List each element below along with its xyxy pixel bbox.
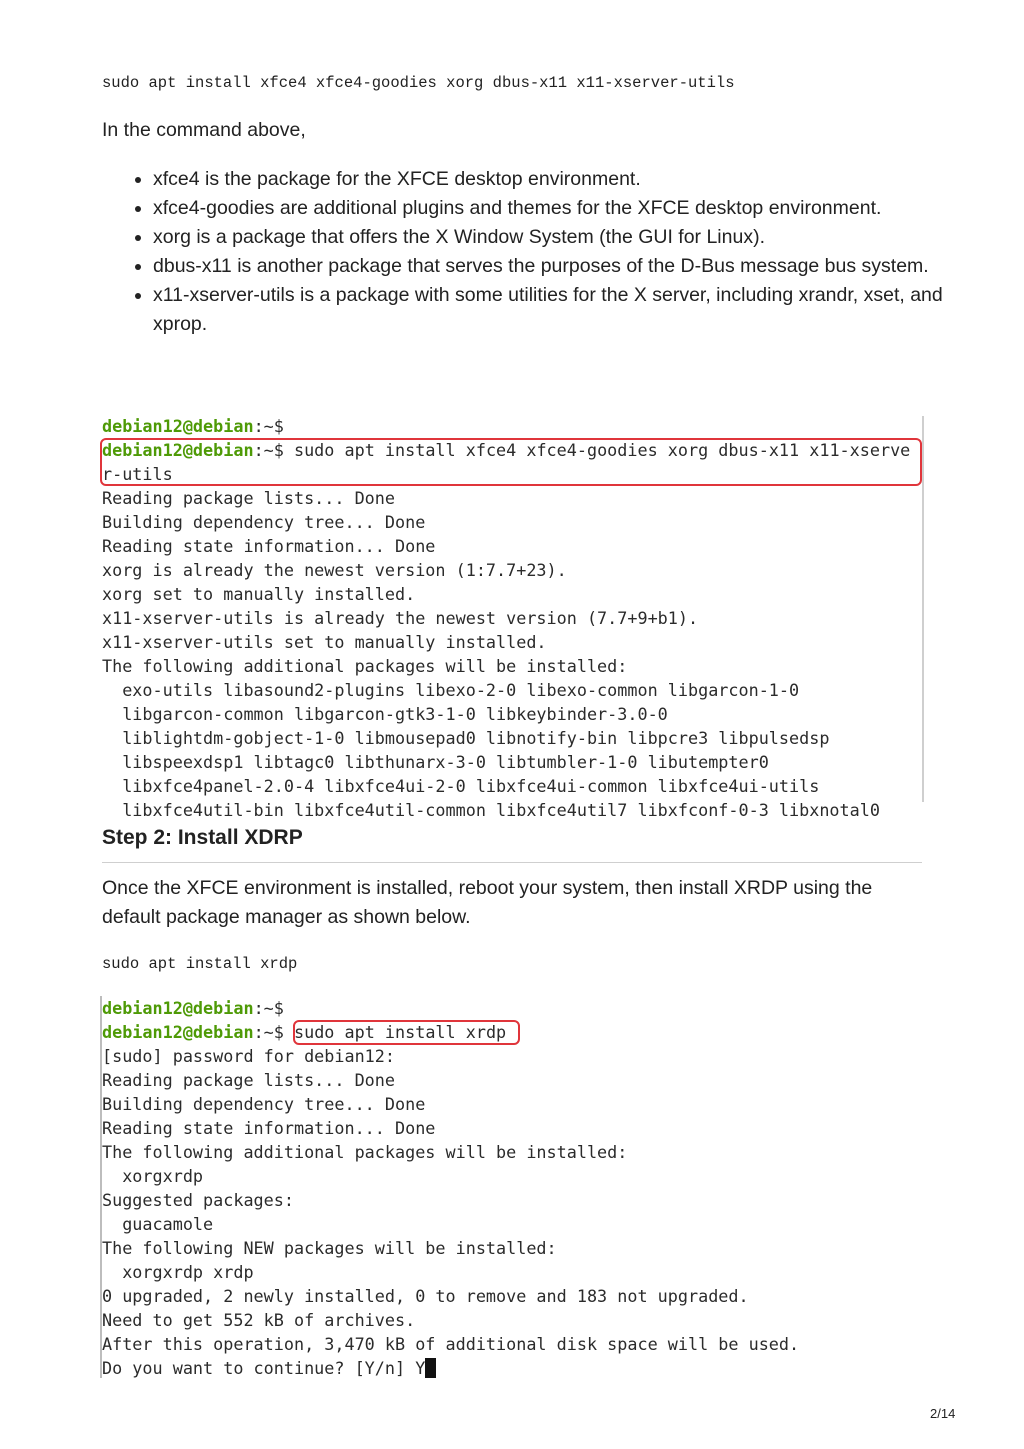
terminal-output-line: x11-xserver-utils is already the newest version (7.7+9+b1). <box>102 608 699 628</box>
terminal-output-line: Building dependency tree... Done <box>102 1094 426 1114</box>
bullet-item: dbus-x11 is another package that serves the purposes of the D-Bus message bus system. <box>153 252 973 281</box>
package-bullet-list <box>102 165 973 339</box>
terminal-command-wrap: r-utils <box>102 464 173 484</box>
heading-divider <box>102 862 922 863</box>
terminal-output-line: xorgxrdp xrdp <box>102 1262 254 1282</box>
terminal-output-line: xorg set to manually installed. <box>102 584 416 604</box>
terminal-output-line: libspeexdsp1 libtagc0 libthunarx-3-0 libtumbler-1-0 libutempter0 <box>102 752 769 772</box>
terminal-output-line: Reading package lists... Done <box>102 1070 395 1090</box>
bullet-item: xfce4-goodies are additional plugins and themes for the XFCE desktop environment. <box>153 194 973 223</box>
terminal-output-line: exo-utils libasound2-plugins libexo-2-0 libexo-common libgarcon-1-0 <box>102 680 800 700</box>
terminal-output-line: liblightdm-gobject-1-0 libmousepad0 libnotify-bin libpcre3 libpulsedsp <box>102 728 830 748</box>
terminal-prompt-line: debian12@debian:~$ <box>102 998 284 1018</box>
terminal-command-line: debian12@debian:~$ sudo apt install xrdp <box>102 1022 507 1042</box>
terminal-output-line: The following additional packages will be installed: <box>102 1142 628 1162</box>
command-highlight-box <box>293 1020 520 1045</box>
terminal-prompt-line: debian12@debian:~$ <box>102 416 284 436</box>
terminal-output-line: x11-xserver-utils set to manually installed. <box>102 632 547 652</box>
intro-paragraph: In the command above, <box>102 119 306 141</box>
terminal-output-line: xorgxrdp <box>102 1166 204 1186</box>
terminal-screenshot-xrdp <box>100 996 820 1378</box>
terminal-output-line: Reading state information... Done <box>102 1118 436 1138</box>
terminal-output-line: [sudo] password for debian12: <box>102 1046 395 1066</box>
terminal-output-line: Reading state information... Done <box>102 536 436 556</box>
terminal-output-line: The following NEW packages will be installed: <box>102 1238 557 1258</box>
terminal-output-line: libxfce4panel-2.0-4 libxfce4ui-2-0 libxfce4ui-common libxfce4ui-utils <box>102 776 820 796</box>
terminal-output-line: Reading package lists... Done <box>102 488 395 508</box>
install-xfce-command: sudo apt install xfce4 xfce4-goodies xorg dbus-x11 x11-xserver-utils <box>102 74 735 92</box>
terminal-output-line: After this operation, 3,470 kB of additional disk space will be used. <box>102 1334 800 1354</box>
terminal-output-line: Suggested packages: <box>102 1190 294 1210</box>
terminal-output-line: Building dependency tree... Done <box>102 512 426 532</box>
terminal-output-line: xorg is already the newest version (1:7.7+23). <box>102 560 567 580</box>
terminal-command-line: debian12@debian:~$ sudo apt install xfce4 xfce4-goodies xorg dbus-x11 x11-xserve <box>102 440 911 460</box>
terminal-continue-prompt: Do you want to continue? [Y/n] Y <box>102 1356 436 1380</box>
terminal-screenshot-xfce <box>100 416 924 820</box>
command-highlight-box <box>100 438 922 486</box>
terminal-output-line-cut: libxfce4util-bin libxfce4util-common libxfce4util7 libxfconf-0-3 libxnotal0 <box>102 800 880 820</box>
page-number: 2/14 <box>930 1406 956 1421</box>
terminal-cursor <box>425 1358 436 1378</box>
terminal-output-line: The following additional packages will be installed: <box>102 656 628 676</box>
install-xrdp-command: sudo apt install xrdp <box>102 955 298 973</box>
terminal-border <box>922 416 924 802</box>
terminal-output-line: 0 upgraded, 2 newly installed, 0 to remove and 183 not upgraded. <box>102 1286 749 1306</box>
section-heading: Step 2: Install XDRP <box>102 826 303 849</box>
terminal-output-line: libgarcon-common libgarcon-gtk3-1-0 libkeybinder-3.0-0 <box>102 704 668 724</box>
terminal-output-line: Need to get 552 kB of archives. <box>102 1310 416 1330</box>
install-xrdp-paragraph: Once the XFCE environment is installed, reboot your system, then install XRDP using the default package manager as shown below. <box>102 877 873 928</box>
bullet-item: x11-xserver-utils is a package with some utilities for the X server, including xrandr, xset, and xprop. <box>153 281 973 339</box>
bullet-item: xorg is a package that offers the X Window System (the GUI for Linux). <box>153 223 973 252</box>
bullet-item: xfce4 is the package for the XFCE desktop environment. <box>153 165 973 194</box>
terminal-output-line: guacamole <box>102 1214 214 1234</box>
